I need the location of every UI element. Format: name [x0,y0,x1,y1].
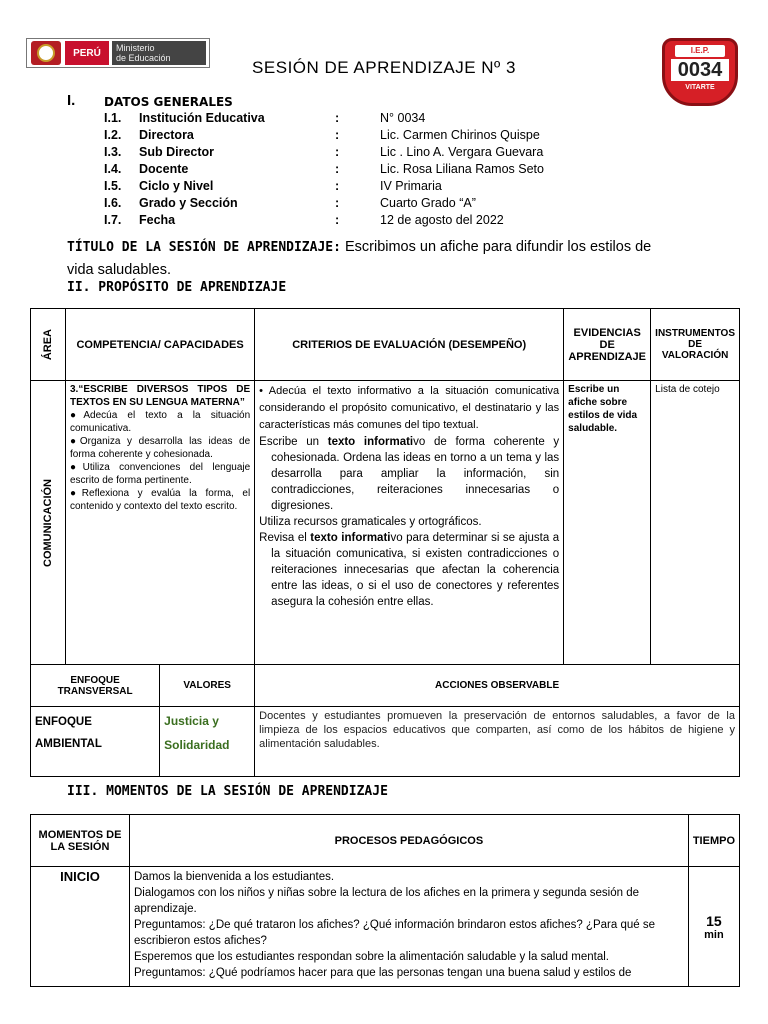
momentos-table [30,814,740,987]
header-instrumentos: INSTRUMENTOS DE VALORACIÓN [651,309,740,381]
header-tiempo: TIEMPO [688,815,739,867]
shield-icon: I.E.P. 0034 VITARTE [662,38,738,106]
datos-row-value: N° 0034 [380,111,426,125]
datos-row-colon: : [335,111,340,125]
peru-brand: PERÚ [65,41,109,65]
session-title-label: TÍTULO DE LA SESIÓN DE APRENDIZAJE: [67,240,341,255]
acciones-cell: Docentes y estudiantes promueven la preservación de entornos saludables, a favor de la limpieza de los espacios educativos que comparten, así como de los hábitos de higiene y alimentación saludables. [255,707,740,777]
header-valores: VALORES [160,665,255,707]
datos-row-value: 12 de agosto del 2022 [380,213,504,227]
datos-row-label: Docente [139,162,189,176]
datos-row-number: I.6. [104,196,122,210]
datos-row-colon: : [335,196,340,210]
criterio-4: Revisa el texto informativo para determinar si se ajusta a la situación comunicativa, si existen contradicciones o reiteraciones innecesarias que afectan la coherencia entre las ideas, o si el uso de conectores y referentes asegura la cohesión entre ellas. [259,532,560,608]
datos-row-value: Lic. Rosa Liliana Ramos Seto [380,162,544,176]
section-i-roman: I. [67,92,76,109]
header-acciones: ACCIONES OBSERVABLE [255,665,740,707]
datos-row-colon: : [335,213,340,227]
datos-row-label: Sub Director [139,145,215,159]
datos-row-colon: : [335,145,340,159]
tiempo-cell: 15 min [688,867,739,987]
datos-row-colon: : [335,179,340,193]
datos-row-value: Cuarto Grado “A” [380,196,476,210]
datos-row-colon: : [335,162,340,176]
header-enfoque: ENFOQUE TRANSVERSAL [31,665,160,707]
proceso-line: Preguntamos: ¿De qué trataron los afiches? ¿Qué información brindaron estos afiches? ¿Para qué se escribieron estos afiches? [134,919,655,947]
datos-row-label: Ciclo y Nivel [139,179,214,193]
capacidad-item: ●Organiza y desarrolla las ideas de forma coherente y cohesionada. [70,436,251,460]
area-cell: COMUNICACIÓN [31,381,66,665]
datos-row-number: I.7. [104,213,122,227]
datos-row-number: I.1. [104,111,122,125]
inicio-cell: INICIO [31,867,130,987]
purpose-table [30,308,740,777]
header-competencia: COMPETENCIA/ CAPACIDADES [66,309,255,381]
criterio-2: Escribe un texto informativo de forma coherente y cohesionada. Ordena las ideas en torno a un tema y las desarrolla para ampliar la información, sin contradicciones, reiteraciones innecesarias o digresiones. [259,436,560,512]
procesos-cell [130,867,689,987]
ministry-name: Ministerio de Educación [112,41,206,65]
page-title: SESIÓN DE APRENDIZAJE Nº 3 [252,58,516,77]
criterio-3: Utiliza recursos gramaticales y ortográficos. [259,516,482,528]
datos-row-number: I.5. [104,179,122,193]
proceso-line: Esperemos que los estudiantes respondan sobre la alimentación saludable y la salud mental. [134,951,609,963]
session-title-text-2: vida saludables. [67,262,171,278]
competencia-title: 3.“ESCRIBE DIVERSOS TIPOS DE TEXTOS EN SU LENGUA MATERNA” [70,384,251,408]
enfoque-cell: ENFOQUE AMBIENTAL [31,707,160,777]
header-procesos: PROCESOS PEDAGÓGICOS [130,815,689,867]
proceso-line: Dialogamos con los niños y niñas sobre la lectura de los afiches en la primera y segunda sesión de aprendizaje. [134,887,640,915]
datos-row-value: IV Primaria [380,179,442,193]
datos-row-value: Lic . Lino A. Vergara Guevara [380,145,544,159]
criterios-cell [255,381,564,665]
datos-row-number: I.2. [104,128,122,142]
section-ii-heading: II. PROPÓSITO DE APRENDIZAJE [67,280,287,295]
criterio-1: • Adecúa el texto informativo a la situación comunicativa considerando el propósito comunicativo, el destinatario y las características más comunes del tipo textual. [259,385,560,431]
proceso-line: Damos la bienvenida a los estudiantes. [134,871,335,883]
header-momentos: MOMENTOS DE LA SESIÓN [31,815,130,867]
datos-row-number: I.4. [104,162,122,176]
datos-row-label: Directora [139,128,194,142]
datos-row-value: Lic. Carmen Chirinos Quispe [380,128,540,142]
session-title-block [67,236,747,281]
capacidad-item: ●Reflexiona y evalúa la forma, el contenido y contexto del texto escrito. [70,488,251,512]
competencia-cell [66,381,255,665]
header-evidencias: EVIDENCIAS DE APRENDIZAJE [564,309,651,381]
capacidad-item: ●Adecúa el texto a la situación comunicativa. [70,410,251,434]
header-criterios: CRITERIOS DE EVALUACIÓN (DESEMPEÑO) [255,309,564,381]
capacidad-item: ●Utiliza convenciones del lenguaje escrito de forma pertinente. [70,462,251,486]
valores-cell: Justicia y Solidaridad [160,707,255,777]
datos-row-label: Institución Educativa [139,111,265,125]
session-title-text: Escribimos un afiche para difundir los estilos de [344,239,652,255]
datos-row-label: Grado y Sección [139,196,238,210]
datos-row-number: I.3. [104,145,122,159]
proceso-line: Preguntamos: ¿Qué podríamos hacer para que las personas tengan una buena salud y estilos de [134,967,632,979]
section-i-heading: DATOS GENERALES [104,95,233,109]
evidencia-cell: Escribe un afiche sobre estilos de vida saludable. [564,381,651,665]
capacidades-list [70,409,250,513]
section-iii-heading: III. MOMENTOS DE LA SESIÓN DE APRENDIZAJE [67,784,388,799]
datos-row-colon: : [335,128,340,142]
datos-row-label: Fecha [139,213,176,227]
instrumento-cell: Lista de cotejo [651,381,740,665]
header-area: ÁREA [31,309,66,381]
